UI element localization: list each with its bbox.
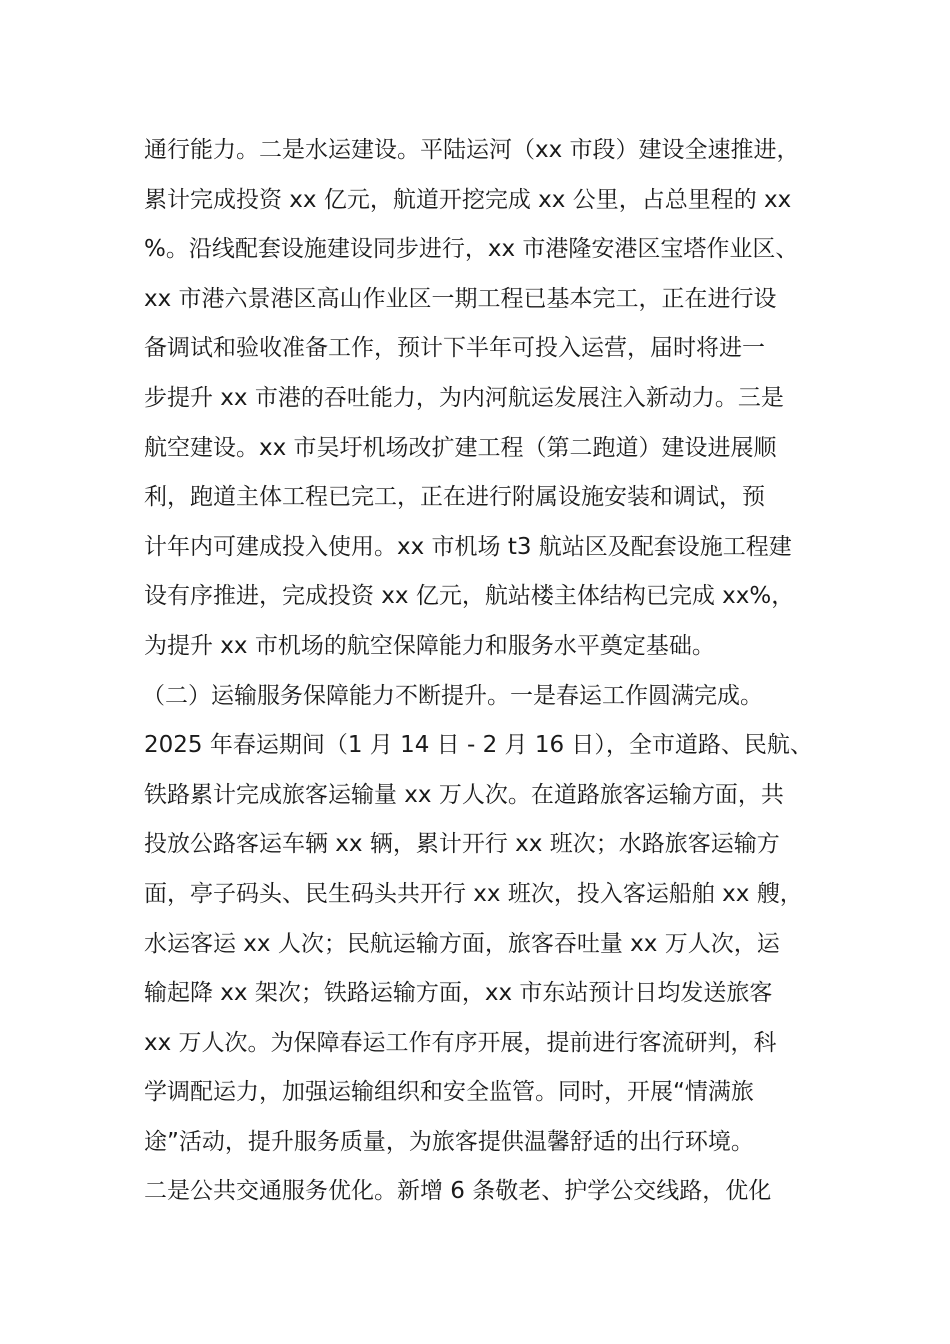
text-line: 航空建设。xx 市吴圩机场改扩建工程（第二跑道）建设进展顺 (144, 434, 777, 461)
text-line: 设有序推进，完成投资 xx 亿元，航站楼主体结构已完成 xx%， (144, 583, 795, 610)
body-text (144, 126, 824, 1217)
text-line: 计年内可建成投入使用。xx 市机场 t3 航站区及配套设施工程建 (144, 533, 792, 560)
section-heading-line: （二）运输服务保障能力不断提升。一是春运工作圆满完成。 (142, 682, 763, 709)
text-line: xx 市港六景港区高山作业区一期工程已基本完工，正在进行设 (144, 285, 777, 312)
text-line: 水运客运 xx 人次；民航运输方面，旅客吞吐量 xx 万人次，运 (144, 930, 780, 957)
text-line: 途”活动，提升服务质量，为旅客提供温馨舒适的出行环境。 (144, 1128, 754, 1155)
text-line: 累计完成投资 xx 亿元，航道开挖完成 xx 公里，占总里程的 xx (144, 186, 792, 213)
text-line: 2025 年春运期间（1 月 14 日 - 2 月 16 日），全市道路、民航、 (144, 732, 813, 759)
text-line: 通行能力。二是水运建设。平陆运河（xx 市段）建设全速推进， (144, 137, 800, 163)
text-line: 步提升 xx 市港的吞吐能力，为内河航运发展注入新动力。三是 (144, 384, 784, 411)
text-line: 为提升 xx 市机场的航空保障能力和服务水平奠定基础。 (144, 632, 715, 659)
text-line: %。沿线配套设施建设同步进行，xx 市港隆安港区宝塔作业区、 (144, 236, 799, 263)
text-line: 利，跑道主体工程已完工，正在进行附属设施安装和调试，预 (144, 484, 765, 511)
text-line: 输起降 xx 架次；铁路运输方面，xx 市东站预计日均发送旅客 (144, 980, 773, 1007)
text-line: 二是公共交通服务优化。新增 6 条敬老、护学公交线路，优化 (144, 1178, 772, 1205)
text-line: 铁路累计完成旅客运输量 xx 万人次。在道路旅客运输方面，共 (144, 781, 784, 808)
text-line: 面，亭子码头、民生码头共开行 xx 班次，投入客运船舶 xx 艘， (144, 880, 803, 907)
text-line: xx 万人次。为保障春运工作有序开展，提前进行客流研判，科 (144, 1029, 777, 1056)
text-line: 备调试和验收准备工作，预计下半年可投入运营，届时将进一 (144, 335, 765, 362)
text-line: 学调配运力，加强运输组织和安全监管。同时，开展“情满旅 (144, 1079, 754, 1106)
text-line: 投放公路客运车辆 xx 辆，累计开行 xx 班次；水路旅客运输方 (144, 831, 780, 858)
